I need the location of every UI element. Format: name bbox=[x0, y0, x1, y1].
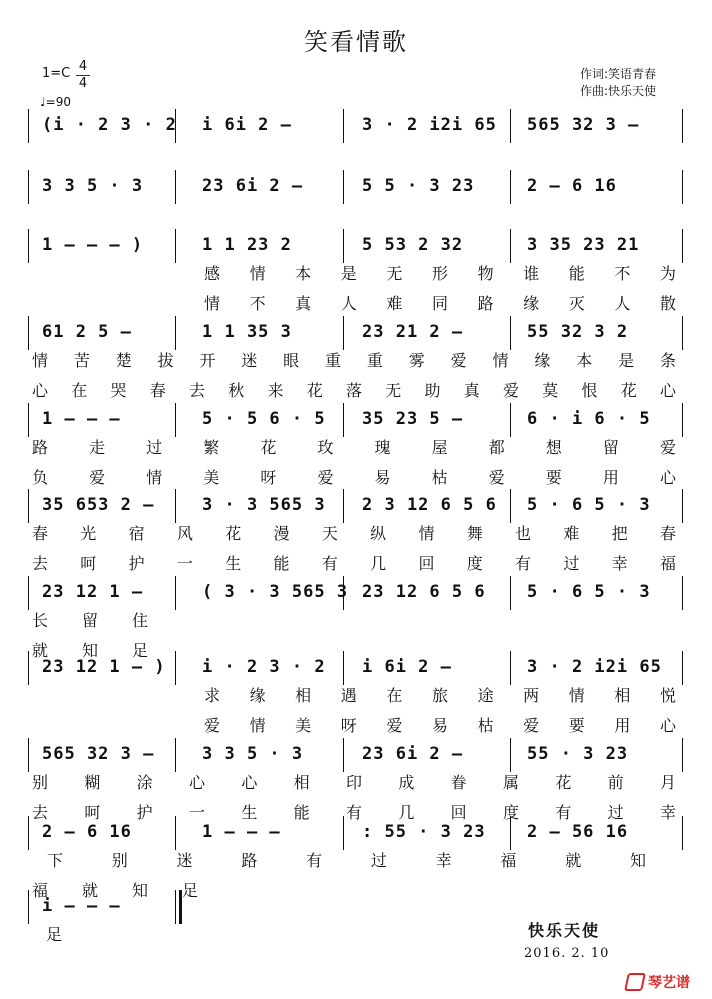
lyric-syllable: 别 bbox=[31, 773, 48, 792]
lyric-line bbox=[0, 850, 712, 872]
lyric-syllable: 不 bbox=[614, 264, 631, 283]
lyric-syllable: 莫 bbox=[542, 381, 559, 400]
lyric-syllable: 爱 bbox=[317, 468, 334, 487]
lyric-syllable: 足 bbox=[181, 881, 198, 900]
lyric-syllable: 足 bbox=[131, 641, 148, 660]
lyric-syllable: 花 bbox=[306, 381, 323, 400]
lyric-syllable: 去 bbox=[188, 381, 205, 400]
measure: 5 53 2 32 bbox=[362, 235, 464, 255]
lyric-syllable: 缘 bbox=[534, 351, 551, 370]
lyric-syllable: 无 bbox=[385, 381, 402, 400]
measure: 1 1 35 3 bbox=[202, 322, 292, 342]
lyric-syllable: 幸 bbox=[659, 803, 676, 822]
measure: 5 · 6 5 · 3 bbox=[527, 582, 651, 602]
barline bbox=[343, 170, 344, 204]
lyric-syllable: 呀 bbox=[260, 468, 277, 487]
lyric-syllable: 心 bbox=[241, 773, 258, 792]
lyric-syllable: 春 bbox=[149, 381, 166, 400]
lyric-syllable: 漫 bbox=[273, 524, 290, 543]
lyric-syllable: 是 bbox=[340, 264, 357, 283]
measure: 61 2 5 – bbox=[42, 322, 132, 342]
lyric-syllable: 物 bbox=[477, 264, 494, 283]
measure: 55 · 3 23 bbox=[527, 744, 629, 764]
lyric-line bbox=[0, 715, 712, 737]
key-signature: 1=C bbox=[42, 66, 71, 81]
measure: i 6i 2 – bbox=[202, 115, 292, 135]
lyric-syllable: 过 bbox=[607, 803, 624, 822]
lyric-syllable: 心 bbox=[188, 773, 205, 792]
measure: 3 3 5 · 3 bbox=[42, 176, 144, 196]
measure: 3 · 2 i2i 65 bbox=[527, 657, 662, 677]
lyric-syllable: 遇 bbox=[340, 686, 357, 705]
lyric-syllable: 美 bbox=[295, 716, 312, 735]
lyric-syllable: 爱 bbox=[89, 468, 106, 487]
lyric-syllable: 知 bbox=[81, 641, 98, 660]
lyric-syllable: 真 bbox=[295, 294, 312, 313]
lyric-syllable: 纵 bbox=[370, 524, 387, 543]
lyric-syllable: 有 bbox=[555, 803, 572, 822]
lyric-syllable: 爱 bbox=[488, 468, 505, 487]
lyric-syllable: 想 bbox=[545, 438, 562, 457]
barline bbox=[682, 576, 683, 610]
staff-row-9 bbox=[0, 742, 712, 766]
lyric-syllable: 路 bbox=[241, 851, 258, 870]
watermark-text: 琴艺谱 bbox=[648, 975, 690, 991]
measure: 1 – – – ) bbox=[42, 235, 144, 255]
lyric-syllable: 情 bbox=[249, 716, 266, 735]
staff-row-7 bbox=[0, 580, 712, 604]
lyric-syllable: 花 bbox=[225, 524, 242, 543]
measure: 23 12 1 – ) bbox=[42, 657, 166, 677]
lyric-syllable: 生 bbox=[241, 803, 258, 822]
lyric-syllable: 条 bbox=[659, 351, 676, 370]
lyric-syllable: 呵 bbox=[84, 803, 101, 822]
lyric-syllable: 难 bbox=[386, 294, 403, 313]
lyric-syllable: 护 bbox=[136, 803, 153, 822]
measure: 35 653 2 – bbox=[42, 495, 155, 515]
barline bbox=[28, 651, 29, 685]
lyric-syllable: 春 bbox=[659, 524, 676, 543]
lyric-syllable: 情 bbox=[31, 351, 48, 370]
lyric-syllable: 开 bbox=[199, 351, 216, 370]
lyric-syllable: 把 bbox=[611, 524, 628, 543]
lyric-syllable: 眷 bbox=[450, 773, 467, 792]
lyric-syllable: 爱 bbox=[203, 716, 220, 735]
barline bbox=[343, 109, 344, 143]
barline bbox=[28, 576, 29, 610]
lyric-syllable: 天 bbox=[321, 524, 338, 543]
barline bbox=[682, 316, 683, 350]
lyric-syllable: 爱 bbox=[386, 716, 403, 735]
lyric-syllable: 下 bbox=[46, 851, 63, 870]
measure: i 6i 2 – bbox=[362, 657, 452, 677]
lyric-syllable: 足 bbox=[45, 925, 62, 944]
lyric-syllable: 就 bbox=[565, 851, 582, 870]
barline bbox=[28, 489, 29, 523]
lyric-syllable: 雾 bbox=[408, 351, 425, 370]
lyric-syllable: 心 bbox=[659, 381, 676, 400]
measure: 35 23 5 – bbox=[362, 409, 464, 429]
lyric-syllable: 就 bbox=[81, 881, 98, 900]
lyric-syllable: 路 bbox=[31, 438, 48, 457]
lyric-syllable: 哭 bbox=[110, 381, 127, 400]
lyric-syllable: 能 bbox=[568, 264, 585, 283]
measure: i · 2 3 · 2 bbox=[202, 657, 326, 677]
lyric-syllable: 护 bbox=[128, 554, 145, 573]
time-signature bbox=[76, 60, 90, 91]
lyric-line bbox=[0, 380, 712, 402]
lyric-syllable: 楚 bbox=[115, 351, 132, 370]
lyric-syllable: 生 bbox=[225, 554, 242, 573]
measure: i – – – bbox=[42, 896, 121, 916]
lyric-line bbox=[0, 467, 712, 489]
staff-row-11 bbox=[0, 894, 712, 918]
lyric-syllable: 知 bbox=[131, 881, 148, 900]
lyric-syllable: 一 bbox=[176, 554, 193, 573]
lyric-syllable: 缘 bbox=[249, 686, 266, 705]
barline bbox=[28, 816, 29, 850]
lyric-syllable: 感 bbox=[203, 264, 220, 283]
lyric-syllable: 住 bbox=[131, 611, 148, 630]
lyric-syllable: 回 bbox=[418, 554, 435, 573]
lyric-syllable: 易 bbox=[374, 468, 391, 487]
lyric-syllable: 印 bbox=[345, 773, 362, 792]
measure: 1 – – – bbox=[42, 409, 121, 429]
lyric-syllable: 度 bbox=[466, 554, 483, 573]
lyric-syllable: 途 bbox=[477, 686, 494, 705]
lyric-syllable: 本 bbox=[295, 264, 312, 283]
lyric-syllable: 是 bbox=[618, 351, 635, 370]
staff-row-1 bbox=[0, 113, 712, 137]
lyric-syllable: 缘 bbox=[523, 294, 540, 313]
lyric-syllable: 有 bbox=[306, 851, 323, 870]
lyric-syllable: 情 bbox=[249, 264, 266, 283]
lyric-syllable: 散 bbox=[659, 294, 676, 313]
lyric-syllable: 重 bbox=[325, 351, 342, 370]
measure: ( 3 · 3 565 3 bbox=[202, 582, 349, 602]
lyric-syllable: 谁 bbox=[523, 264, 540, 283]
lyric-syllable: 要 bbox=[568, 716, 585, 735]
lyric-syllable: 心 bbox=[659, 716, 676, 735]
staff-row-5 bbox=[0, 407, 712, 431]
lyric-syllable: 同 bbox=[431, 294, 448, 313]
lyric-syllable: 心 bbox=[31, 381, 48, 400]
lyric-syllable: 福 bbox=[31, 881, 48, 900]
lyric-syllable: 心 bbox=[659, 468, 676, 487]
lyric-syllable: 有 bbox=[321, 554, 338, 573]
lyric-line bbox=[0, 553, 712, 575]
lyric-syllable: 拔 bbox=[157, 351, 174, 370]
lyric-syllable: 用 bbox=[614, 716, 631, 735]
lyric-syllable: 爱 bbox=[523, 716, 540, 735]
barline bbox=[28, 738, 29, 772]
watermark-logo bbox=[626, 970, 706, 994]
logo-icon bbox=[624, 973, 646, 991]
lyric-syllable: 也 bbox=[515, 524, 532, 543]
barline bbox=[343, 403, 344, 437]
barline bbox=[682, 489, 683, 523]
lyric-syllable: 相 bbox=[293, 773, 310, 792]
lyric-syllable: 相 bbox=[614, 686, 631, 705]
measure: 23 21 2 – bbox=[362, 322, 464, 342]
measure: 3 3 5 · 3 bbox=[202, 744, 304, 764]
lyric-syllable: 度 bbox=[502, 803, 519, 822]
lyric-line bbox=[0, 293, 712, 315]
lyric-syllable: 旅 bbox=[431, 686, 448, 705]
lyric-syllable: 情 bbox=[568, 686, 585, 705]
lyric-syllable: 人 bbox=[340, 294, 357, 313]
measure: 23 12 1 – bbox=[42, 582, 144, 602]
tempo-mark: ♩=90 bbox=[40, 95, 71, 109]
lyric-syllable: 瑰 bbox=[374, 438, 391, 457]
lyric-syllable: 福 bbox=[500, 851, 517, 870]
lyric-syllable: 属 bbox=[502, 773, 519, 792]
lyric-syllable: 用 bbox=[602, 468, 619, 487]
lyric-syllable: 路 bbox=[477, 294, 494, 313]
barline bbox=[28, 890, 29, 924]
measure: 2 – 56 16 bbox=[527, 822, 629, 842]
credits bbox=[580, 66, 656, 100]
lyric-syllable: 本 bbox=[576, 351, 593, 370]
lyric-syllable: 过 bbox=[146, 438, 163, 457]
lyric-syllable: 月 bbox=[659, 773, 676, 792]
measure: 5 5 · 3 23 bbox=[362, 176, 475, 196]
barline bbox=[343, 738, 344, 772]
lyric-syllable: 过 bbox=[563, 554, 580, 573]
lyric-syllable: 两 bbox=[523, 686, 540, 705]
time-sig-top: 4 bbox=[78, 59, 88, 74]
lyric-syllable: 枯 bbox=[477, 716, 494, 735]
lyric-syllable: 眼 bbox=[283, 351, 300, 370]
measure: 6 · i 6 · 5 bbox=[527, 409, 651, 429]
measure: 565 32 3 – bbox=[527, 115, 640, 135]
staff-row-4 bbox=[0, 320, 712, 344]
lyric-syllable: 为 bbox=[659, 264, 676, 283]
lyric-syllable: 易 bbox=[431, 716, 448, 735]
lyric-syllable: 能 bbox=[273, 554, 290, 573]
lyric-syllable: 有 bbox=[515, 554, 532, 573]
lyric-line bbox=[0, 263, 712, 285]
barline bbox=[28, 403, 29, 437]
lyric-syllable: 几 bbox=[398, 803, 415, 822]
lyric-syllable: 迷 bbox=[241, 351, 258, 370]
measure: (i · 2 3 · 2 bbox=[42, 115, 177, 135]
measure: 1 1 23 2 bbox=[202, 235, 292, 255]
lyric-syllable: 知 bbox=[629, 851, 646, 870]
lyric-syllable: 秋 bbox=[228, 381, 245, 400]
lyric-syllable: 难 bbox=[563, 524, 580, 543]
measure: 23 6i 2 – bbox=[202, 176, 304, 196]
barline bbox=[28, 109, 29, 143]
song-title: 笑看情歌 bbox=[304, 28, 408, 56]
barline bbox=[682, 651, 683, 685]
lyric-line bbox=[0, 523, 712, 545]
date: 2016. 2. 10 bbox=[524, 946, 610, 961]
lyric-syllable: 情 bbox=[492, 351, 509, 370]
barline bbox=[343, 816, 344, 850]
composer-credit: 作曲:快乐天使 bbox=[580, 84, 657, 98]
staff-row-8 bbox=[0, 655, 712, 679]
lyric-syllable: 情 bbox=[203, 294, 220, 313]
measure: 5 · 5 6 · 5 bbox=[202, 409, 326, 429]
staff-row-2 bbox=[0, 174, 712, 198]
lyric-syllable: 求 bbox=[203, 686, 220, 705]
lyric-syllable: 恨 bbox=[581, 381, 598, 400]
lyric-syllable: 无 bbox=[386, 264, 403, 283]
signature: 快乐天使 bbox=[528, 921, 601, 940]
barline bbox=[343, 489, 344, 523]
lyric-syllable: 枯 bbox=[431, 468, 448, 487]
lyric-syllable: 幸 bbox=[435, 851, 452, 870]
lyric-syllable: 成 bbox=[398, 773, 415, 792]
lyric-syllable: 都 bbox=[488, 438, 505, 457]
lyric-syllable: 在 bbox=[71, 381, 88, 400]
measure: 3 35 23 21 bbox=[527, 235, 640, 255]
barline bbox=[682, 170, 683, 204]
barline bbox=[28, 316, 29, 350]
lyric-syllable: 迷 bbox=[176, 851, 193, 870]
lyric-syllable: 爱 bbox=[450, 351, 467, 370]
lyric-syllable: 要 bbox=[545, 468, 562, 487]
lyric-syllable: 真 bbox=[463, 381, 480, 400]
barline bbox=[682, 403, 683, 437]
lyric-syllable: 别 bbox=[111, 851, 128, 870]
lyric-syllable: 涂 bbox=[136, 773, 153, 792]
lyric-syllable: 留 bbox=[81, 611, 98, 630]
measure: 5 · 6 5 · 3 bbox=[527, 495, 651, 515]
lyric-line bbox=[0, 437, 712, 459]
lyric-syllable: 玫 bbox=[317, 438, 334, 457]
lyric-syllable: 呵 bbox=[80, 554, 97, 573]
lyric-syllable: 花 bbox=[555, 773, 572, 792]
lyric-syllable: 光 bbox=[80, 524, 97, 543]
lyric-line bbox=[0, 685, 712, 707]
lyric-syllable: 过 bbox=[370, 851, 387, 870]
lyric-line bbox=[0, 924, 712, 946]
lyric-syllable: 前 bbox=[607, 773, 624, 792]
lyric-syllable: 不 bbox=[249, 294, 266, 313]
staff-row-3 bbox=[0, 233, 712, 257]
measure: 2 3 12 6 5 6 bbox=[362, 495, 497, 515]
lyric-syllable: 相 bbox=[295, 686, 312, 705]
lyric-syllable: 形 bbox=[431, 264, 448, 283]
lyric-syllable: 去 bbox=[31, 554, 48, 573]
lyric-syllable: 悦 bbox=[659, 686, 676, 705]
measure: 565 32 3 – bbox=[42, 744, 155, 764]
barline bbox=[28, 170, 29, 204]
measure: 23 12 6 5 6 bbox=[362, 582, 486, 602]
barline bbox=[343, 229, 344, 263]
lyric-syllable: 重 bbox=[366, 351, 383, 370]
staff-row-10 bbox=[0, 820, 712, 844]
lyric-syllable: 爱 bbox=[659, 438, 676, 457]
lyric-line bbox=[0, 610, 712, 632]
lyric-syllable: 来 bbox=[267, 381, 284, 400]
lyric-syllable: 幸 bbox=[611, 554, 628, 573]
barline bbox=[343, 651, 344, 685]
lyric-syllable: 留 bbox=[602, 438, 619, 457]
lyric-syllable: 助 bbox=[424, 381, 441, 400]
lyric-syllable: 一 bbox=[188, 803, 205, 822]
measure: 3 · 3 565 3 bbox=[202, 495, 326, 515]
lyric-syllable: 走 bbox=[89, 438, 106, 457]
lyric-syllable: 长 bbox=[31, 611, 48, 630]
barline bbox=[343, 316, 344, 350]
lyric-syllable: 在 bbox=[386, 686, 403, 705]
staff-row-6 bbox=[0, 493, 712, 517]
lyric-syllable: 爱 bbox=[502, 381, 519, 400]
measure: 2 – 6 16 bbox=[42, 822, 132, 842]
measure: 3 · 2 i2i 65 bbox=[362, 115, 497, 135]
lyric-syllable: 苦 bbox=[73, 351, 90, 370]
lyric-syllable: 情 bbox=[146, 468, 163, 487]
lyric-line bbox=[0, 350, 712, 372]
lyric-syllable: 繁 bbox=[203, 438, 220, 457]
lyric-syllable: 美 bbox=[203, 468, 220, 487]
lyricist-credit: 作词:笑语青春 bbox=[580, 67, 657, 81]
lyric-syllable: 有 bbox=[345, 803, 362, 822]
measure: 2 – 6 16 bbox=[527, 176, 617, 196]
lyric-syllable: 能 bbox=[293, 803, 310, 822]
lyric-syllable: 宿 bbox=[128, 524, 145, 543]
lyric-syllable: 舞 bbox=[466, 524, 483, 543]
time-sig-bottom: 4 bbox=[78, 76, 88, 91]
lyric-line bbox=[0, 772, 712, 794]
lyric-syllable: 花 bbox=[620, 381, 637, 400]
lyric-syllable: 屋 bbox=[431, 438, 448, 457]
lyric-syllable: 几 bbox=[370, 554, 387, 573]
barline bbox=[682, 229, 683, 263]
barline bbox=[682, 816, 683, 850]
lyric-syllable: 负 bbox=[31, 468, 48, 487]
lyric-syllable: 回 bbox=[450, 803, 467, 822]
lyric-syllable: 就 bbox=[31, 641, 48, 660]
measure: 23 6i 2 – bbox=[362, 744, 464, 764]
lyric-syllable: 落 bbox=[345, 381, 362, 400]
lyric-syllable: 风 bbox=[176, 524, 193, 543]
barline bbox=[28, 229, 29, 263]
measure: 55 32 3 2 bbox=[527, 322, 629, 342]
lyric-syllable: 春 bbox=[31, 524, 48, 543]
lyric-syllable: 呀 bbox=[340, 716, 357, 735]
lyric-syllable: 人 bbox=[614, 294, 631, 313]
lyric-syllable: 糊 bbox=[84, 773, 101, 792]
barline bbox=[682, 109, 683, 143]
lyric-syllable: 情 bbox=[418, 524, 435, 543]
lyric-syllable: 福 bbox=[659, 554, 676, 573]
measure: 1 – – – bbox=[202, 822, 281, 842]
barline bbox=[682, 738, 683, 772]
lyric-syllable: 花 bbox=[260, 438, 277, 457]
lyric-syllable: 去 bbox=[31, 803, 48, 822]
lyric-syllable: 灭 bbox=[568, 294, 585, 313]
measure: : 55 · 3 23 bbox=[362, 822, 486, 842]
